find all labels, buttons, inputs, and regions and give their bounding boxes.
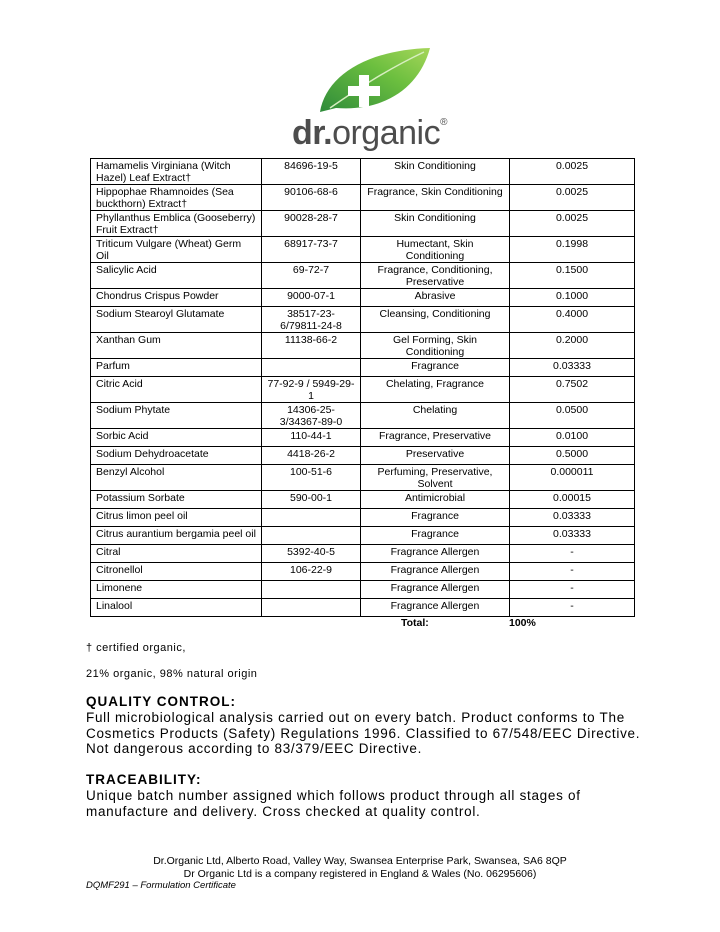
brand-wordmark: dr.organic® (292, 114, 447, 152)
ingredient-percent: 0.0025 (510, 159, 635, 185)
ingredient-function: Abrasive (361, 289, 510, 307)
ingredient-percent: 0.0100 (510, 429, 635, 447)
ingredient-name: Citral (91, 545, 262, 563)
ingredient-name: Sodium Stearoyl Glutamate (91, 307, 262, 333)
ingredient-name: Potassium Sorbate (91, 491, 262, 509)
ingredient-percent: - (510, 599, 635, 617)
cas-number: 90106-68-6 (262, 185, 361, 211)
table-row (91, 599, 635, 617)
cas-number: 110-44-1 (262, 429, 361, 447)
total-label: Total: (401, 617, 429, 629)
cas-number (262, 527, 361, 545)
table-row (91, 333, 635, 359)
ingredient-percent: - (510, 581, 635, 599)
cas-number: 11138-66-2 (262, 333, 361, 359)
table-row (91, 545, 635, 563)
table-row (91, 307, 635, 333)
ingredient-percent: 0.03333 (510, 509, 635, 527)
table-row (91, 447, 635, 465)
cas-number: 90028-28-7 (262, 211, 361, 237)
ingredient-function: Cleansing, Conditioning (361, 307, 510, 333)
table-row (91, 237, 635, 263)
cas-number (262, 581, 361, 599)
ingredient-function: Fragrance (361, 509, 510, 527)
ingredient-function: Fragrance Allergen (361, 599, 510, 617)
cas-number (262, 359, 361, 377)
cas-number: 84696-19-5 (262, 159, 361, 185)
cas-number: 9000-07-1 (262, 289, 361, 307)
company-registration: Dr Organic Ltd is a company registered in England & Wales (No. 06295606) (183, 868, 537, 880)
document-reference: DQMF291 – Formulation Certificate (86, 880, 236, 891)
ingredient-percent: 0.5000 (510, 447, 635, 465)
cas-number: 5392-40-5 (262, 545, 361, 563)
ingredient-function: Fragrance, Skin Conditioning (361, 185, 510, 211)
ingredient-function: Perfuming, Preservative, Solvent (361, 465, 510, 491)
table-row (91, 159, 635, 185)
table-row (91, 185, 635, 211)
table-row (91, 491, 635, 509)
brand-logo (290, 46, 447, 154)
ingredient-percent: 0.1998 (510, 237, 635, 263)
cas-number (262, 599, 361, 617)
ingredient-percent: 0.0025 (510, 211, 635, 237)
ingredient-name: Xanthan Gum (91, 333, 262, 359)
ingredient-function: Fragrance Allergen (361, 563, 510, 581)
cas-number (262, 509, 361, 527)
ingredients-table (90, 158, 635, 617)
cas-number: 68917-73-7 (262, 237, 361, 263)
table-row (91, 527, 635, 545)
ingredient-percent: - (510, 545, 635, 563)
ingredient-name: Parfum (91, 359, 262, 377)
ingredient-function: Fragrance Allergen (361, 545, 510, 563)
ingredient-percent: 0.03333 (510, 527, 635, 545)
ingredient-function: Skin Conditioning (361, 159, 510, 185)
ingredient-function: Chelating (361, 403, 510, 429)
ingredient-name: Salicylic Acid (91, 263, 262, 289)
cas-number: 590-00-1 (262, 491, 361, 509)
ingredient-name: Chondrus Crispus Powder (91, 289, 262, 307)
cas-number: 4418-26-2 (262, 447, 361, 465)
traceability-text: Unique batch number assigned which follows product through all stages of manufacture and delivery. Cross checked at quality control. (86, 788, 581, 819)
table-row (91, 429, 635, 447)
ingredient-percent: 0.03333 (510, 359, 635, 377)
ingredient-function: Preservative (361, 447, 510, 465)
ingredient-name: Triticum Vulgare (Wheat) Germ Oil (91, 237, 262, 263)
ingredient-percent: 0.2000 (510, 333, 635, 359)
ingredient-name: Citrus aurantium bergamia peel oil (91, 527, 262, 545)
ingredient-name: Hippophae Rhamnoides (Sea buckthorn) Extract† (91, 185, 262, 211)
ingredient-function: Fragrance (361, 527, 510, 545)
ingredient-name: Sorbic Acid (91, 429, 262, 447)
cas-number: 106-22-9 (262, 563, 361, 581)
ingredient-function: Skin Conditioning (361, 211, 510, 237)
table-row (91, 581, 635, 599)
ingredient-percent: 0.000011 (510, 465, 635, 491)
table-row (91, 563, 635, 581)
cas-number: 77-92-9 / 5949-29-1 (262, 377, 361, 403)
quality-control-text: Full microbiological analysis carried out on every batch. Product conforms to The Cosmetics Products (Safety) Regulations 1996. Classified to 67/548/EEC Directive. Not dangerous according to 83/379/EEC Directive. (86, 710, 641, 756)
table-row (91, 403, 635, 429)
table-row (91, 211, 635, 237)
ingredient-name: Limonene (91, 581, 262, 599)
certified-organic-note: † certified organic, (86, 642, 186, 654)
ingredient-name: Benzyl Alcohol (91, 465, 262, 491)
ingredient-percent: 0.1500 (510, 263, 635, 289)
table-row (91, 465, 635, 491)
ingredient-percent: 0.1000 (510, 289, 635, 307)
cas-number: 14306-25-3/34367-89-0 (262, 403, 361, 429)
ingredient-name: Citronellol (91, 563, 262, 581)
ingredient-function: Antimicrobial (361, 491, 510, 509)
table-row (91, 359, 635, 377)
ingredient-percent: 0.0500 (510, 403, 635, 429)
ingredient-name: Sodium Dehydroacetate (91, 447, 262, 465)
ingredient-percent: 0.0025 (510, 185, 635, 211)
leaf-cross-icon (316, 46, 436, 118)
ingredient-percent: 0.00015 (510, 491, 635, 509)
ingredient-name: Citric Acid (91, 377, 262, 403)
traceability-heading: TRACEABILITY: (86, 772, 202, 787)
ingredient-function: Gel Forming, Skin Conditioning (361, 333, 510, 359)
ingredient-function: Fragrance (361, 359, 510, 377)
ingredient-percent: 0.7502 (510, 377, 635, 403)
ingredient-name: Citrus limon peel oil (91, 509, 262, 527)
ingredient-function: Humectant, Skin Conditioning (361, 237, 510, 263)
table-row (91, 377, 635, 403)
table-row (91, 509, 635, 527)
organic-origin-note: 21% organic, 98% natural origin (86, 668, 258, 680)
quality-control-heading: QUALITY CONTROL: (86, 694, 236, 709)
table-row (91, 289, 635, 307)
cas-number: 69-72-7 (262, 263, 361, 289)
ingredient-name: Phyllanthus Emblica (Gooseberry) Fruit Extract† (91, 211, 262, 237)
total-value: 100% (509, 617, 536, 629)
cas-number: 100-51-6 (262, 465, 361, 491)
cas-number: 38517-23-6/79811-24-8 (262, 307, 361, 333)
ingredient-percent: - (510, 563, 635, 581)
ingredient-percent: 0.4000 (510, 307, 635, 333)
ingredient-name: Linalool (91, 599, 262, 617)
ingredient-function: Fragrance Allergen (361, 581, 510, 599)
table-row (91, 263, 635, 289)
ingredient-name: Hamamelis Virginiana (Witch Hazel) Leaf Extract† (91, 159, 262, 185)
ingredient-function: Chelating, Fragrance (361, 377, 510, 403)
ingredient-function: Fragrance, Preservative (361, 429, 510, 447)
company-address: Dr.Organic Ltd, Alberto Road, Valley Way, Swansea Enterprise Park, Swansea, SA6 8QP (153, 855, 567, 867)
ingredient-name: Sodium Phytate (91, 403, 262, 429)
ingredient-function: Fragrance, Conditioning, Preservative (361, 263, 510, 289)
